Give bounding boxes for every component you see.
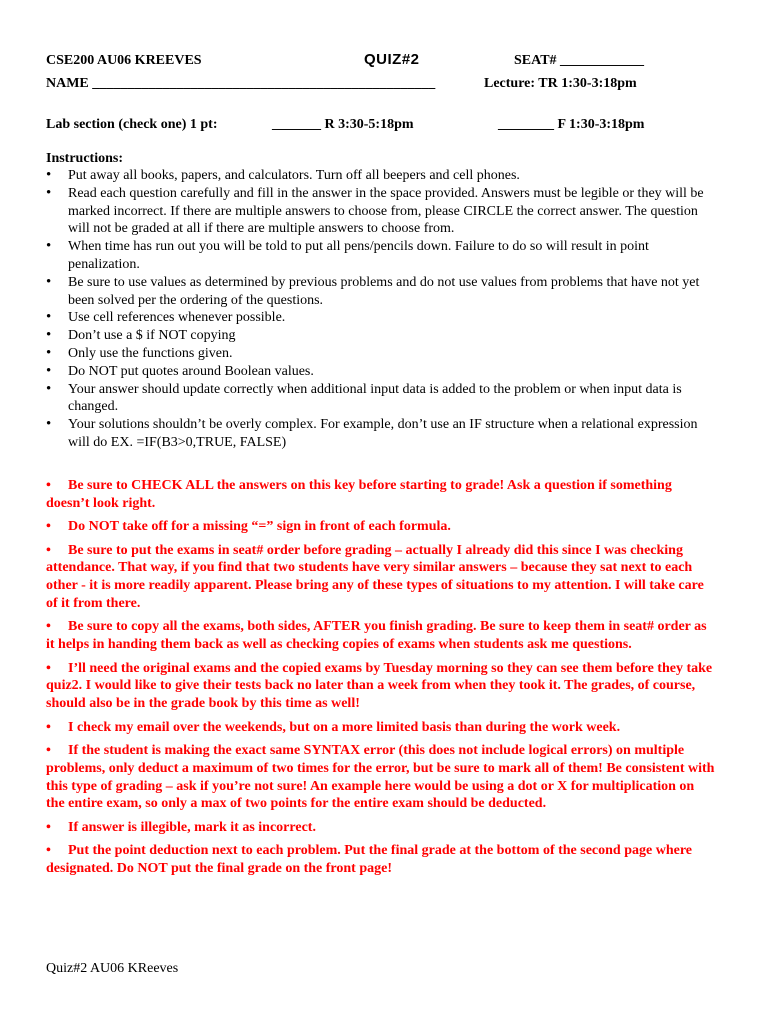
instruction-item: • Do NOT put quotes around Boolean values. [46,363,716,381]
instructions-list [46,167,716,452]
instruction-item: • Don’t use a $ if NOT copying [46,327,716,345]
grader-note-text: I check my email over the weekends, but on a more limited basis than during the work week. [68,719,621,735]
page-footer: Quiz#2 AU06 KReeves [46,961,179,976]
grader-note [46,842,716,878]
bullet-icon: • [46,719,51,735]
grader-notes [46,477,716,883]
grader-note [46,518,716,536]
grader-note-text: Put the point deduction next to each problem. Put the final grade at the bottom of the second page where designated. Do NOT put the final grade on the front page! [46,843,693,876]
lab-option-r: _______ R 3:30-5:18pm [272,117,414,132]
lecture-time: Lecture: TR 1:30-3:18pm [484,76,637,91]
grader-note-text: If answer is illegible, mark it as incorrect. [68,819,316,835]
grader-note-text: Be sure to copy all the exams, both sides, AFTER you finish grading. Be sure to keep them in seat# order as it helps in handing them back as well as checking copies of exams when students ask me questions. [46,619,707,653]
bullet-icon: • [46,742,51,758]
bullet-icon: • [46,843,51,859]
course-header: CSE200 AU06 KREEVES [46,53,202,68]
grader-note-text: Be sure to CHECK ALL the answers on this key before starting to grade! Ask a question if something doesn’t look right. [46,478,672,511]
bullet-icon: • [46,519,51,535]
grader-note [46,742,716,813]
grader-note-text: Do NOT take off for a missing “=” sign in front of each formula. [68,519,451,535]
seat-field: SEAT# ____________ [514,53,645,68]
grader-note-text: I’ll need the original exams and the copied exams by Tuesday morning so they can see them before they take quiz2. I would like to give their tests back no later than a week from when they took it. The grades, of course, should also be in the grade book by this time as well! [46,660,713,712]
quiz-title: QUIZ#2 [364,51,420,68]
lab-option-f: ________ F 1:30-3:18pm [498,117,645,132]
instruction-item: • Your solutions shouldn’t be overly complex. For example, don’t use an IF structure when a relational expression will do EX. =IF(B3>0,TRUE, FALSE) [46,416,716,452]
instruction-item: • Only use the functions given. [46,345,716,363]
grader-note [46,618,716,654]
grader-note [46,819,716,837]
name-field: NAME _________________________________________________ [46,76,436,91]
grader-note [46,660,716,713]
grader-note [46,477,716,513]
instruction-item: • Read each question carefully and fill in the answer in the space provided. Answers must be legible or they will be marked incorrect. If there are multiple answers to choose from, please CIRCLE the correct answer. The question will not be graded at all if there are multiple answers to choose from. [46,185,716,238]
lab-section-label: Lab section (check one) 1 pt: [46,117,218,132]
bullet-icon: • [46,819,51,835]
grader-note [46,719,716,737]
instructions-title: Instructions: [46,151,124,166]
instruction-item: • Your answer should update correctly when additional input data is added to the problem or when input data is changed. [46,381,716,417]
bullet-icon: • [46,542,51,558]
grader-note [46,542,716,613]
bullet-icon: • [46,478,51,493]
bullet-icon: • [46,660,51,676]
instruction-item: • Put away all books, papers, and calculators. Turn off all beepers and cell phones. [46,167,716,185]
grader-note-text: Be sure to put the exams in seat# order before grading – actually I already did this since I was checking attendance. That way, if you find that two students have very similar answers – because they sat next to each other - it is more readily apparent. Please bring any of these types of situations to my attention. I will take care of it from there. [46,542,704,611]
instruction-item: • When time has run out you will be told to put all pens/pencils down. Failure to do so will result in point penalization. [46,238,716,274]
grader-note-text: If the student is making the exact same SYNTAX error (this does not include logical errors) on multiple problems, only deduct a maximum of two times for the error, but be sure to mark all of them! Be consistent with this type of grading – ask if you’re not sure! An example here would be using a dot or X for multiplication on the entire exam, so only a max of two points for the entire exam should be deducted. [46,742,715,812]
instruction-item: • Use cell references whenever possible. [46,309,716,327]
instruction-item: • Be sure to use values as determined by previous problems and do not use values from problems that have not yet been solved per the ordering of the questions. [46,274,716,310]
bullet-icon: • [46,619,51,635]
